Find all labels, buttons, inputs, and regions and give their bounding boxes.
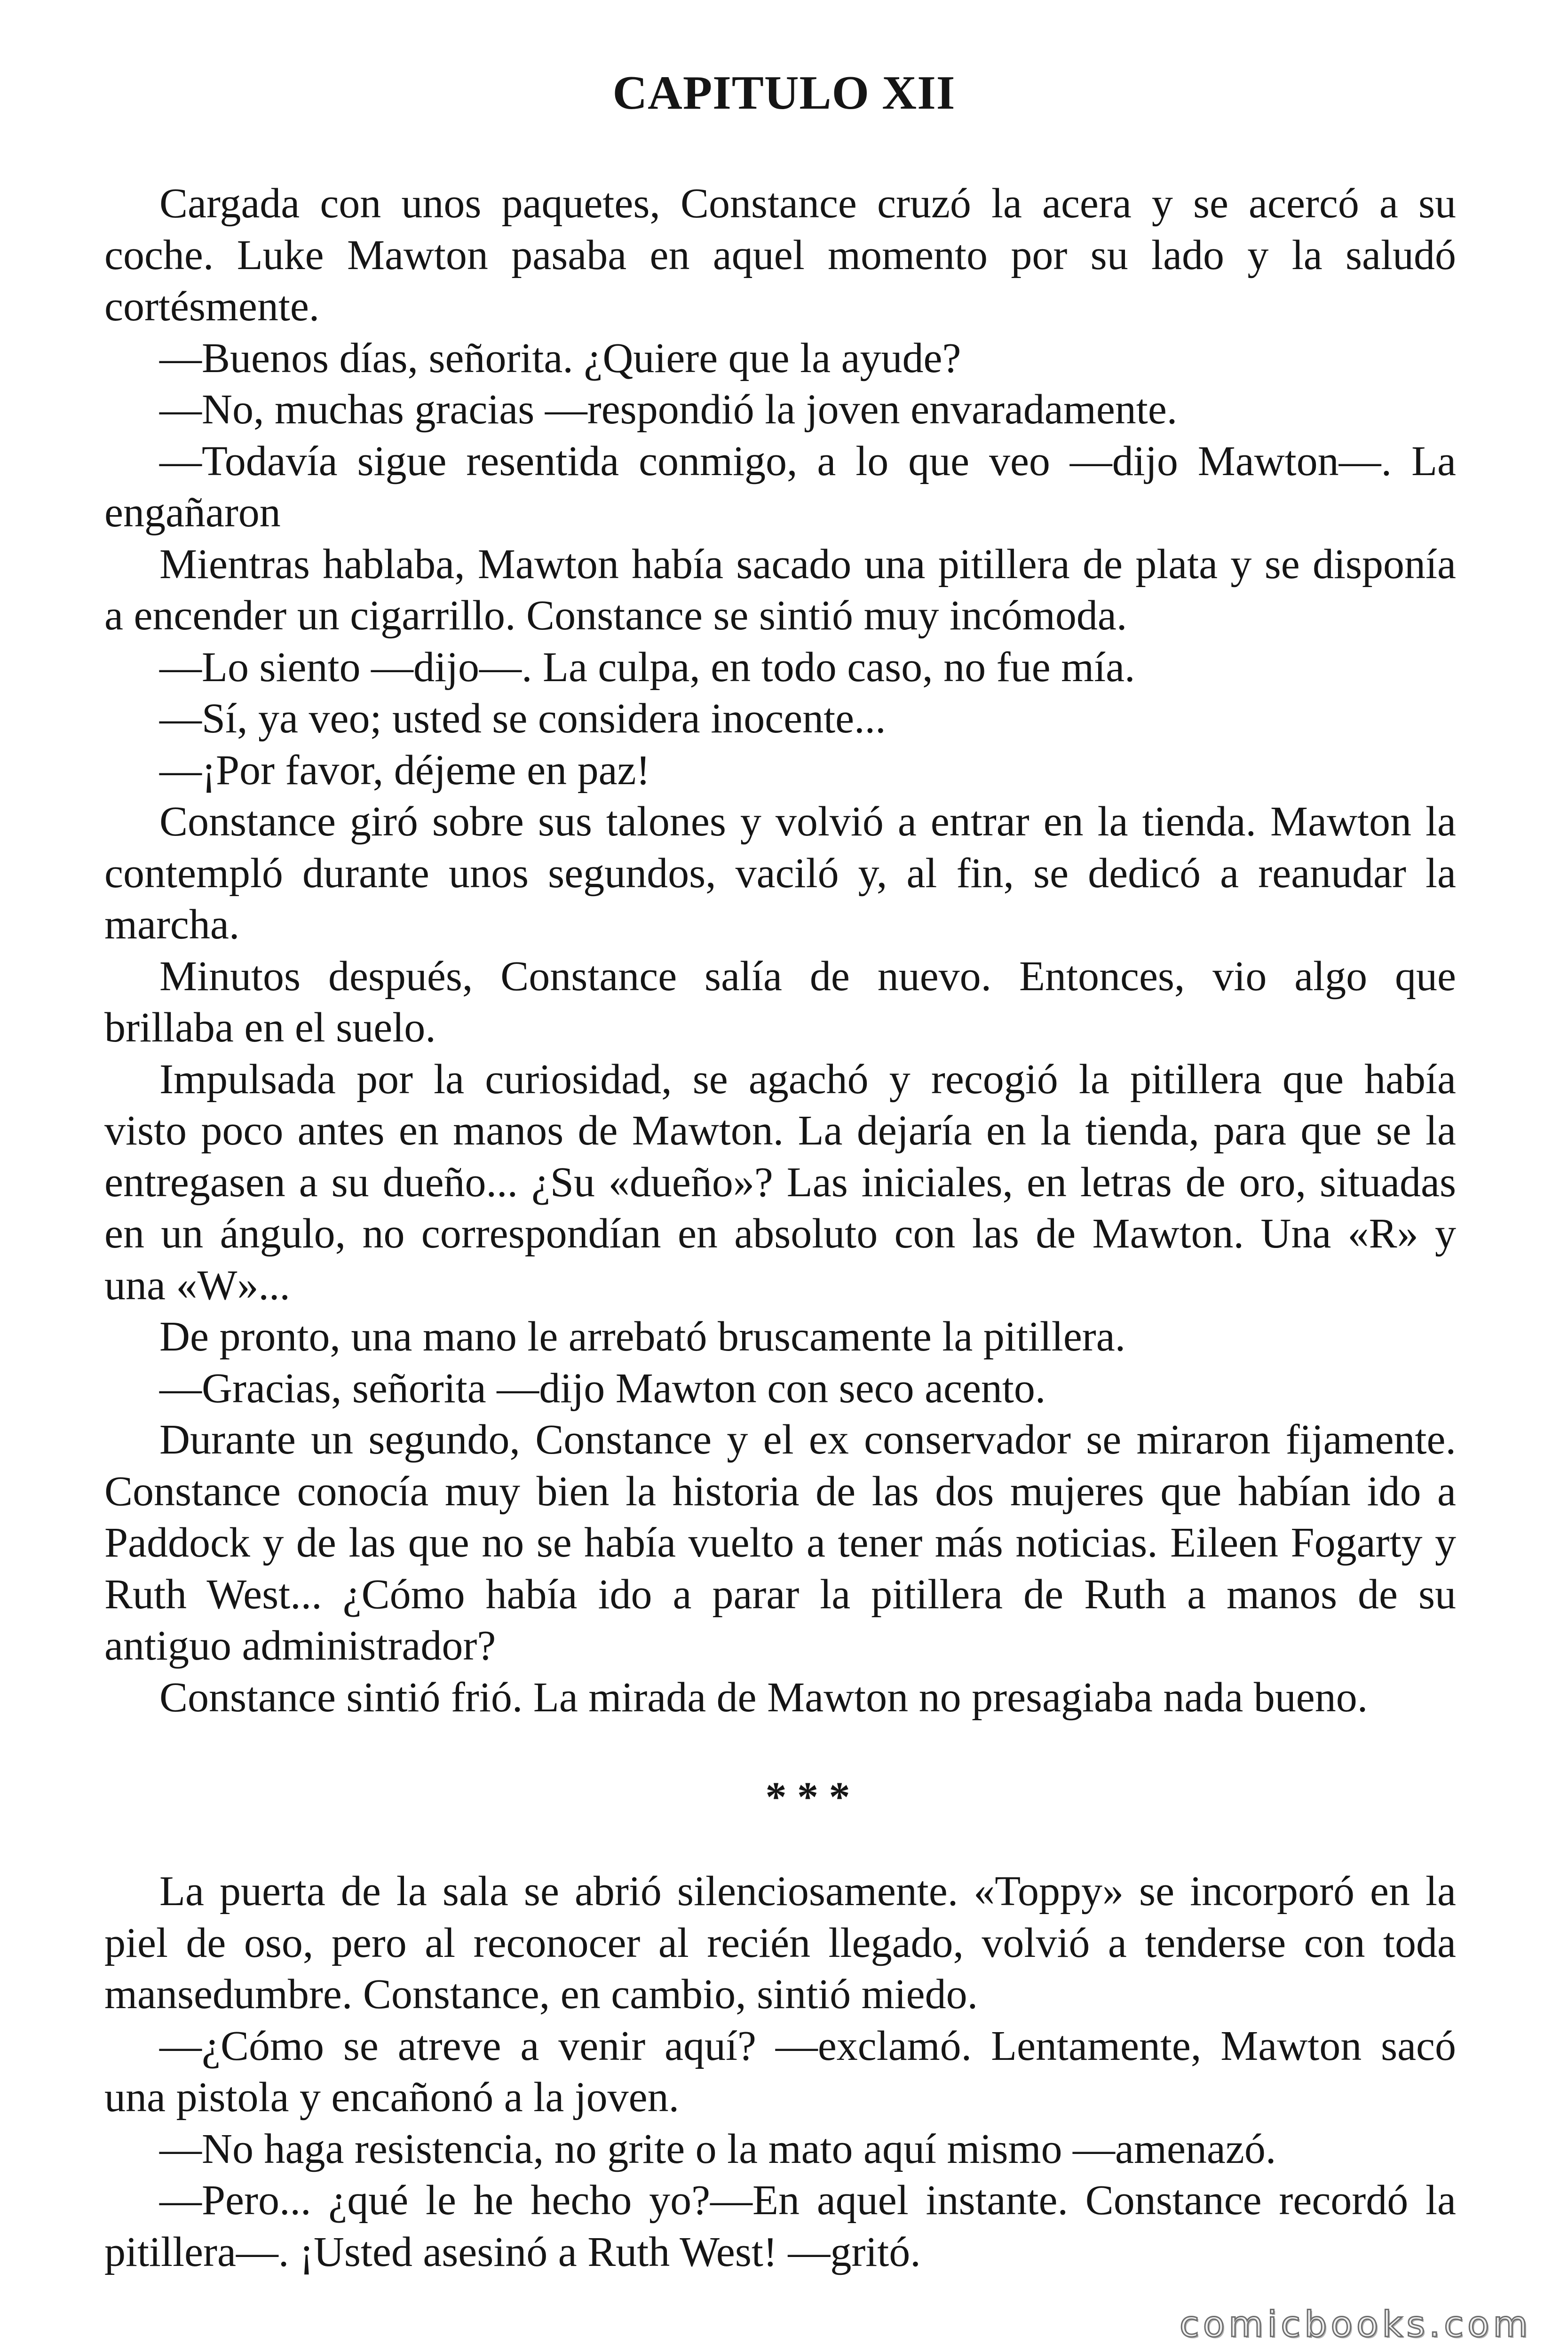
text-line: en un ángulo, no correspondían en absoluto con las de Mawton. Una «R» y bbox=[104, 1210, 1456, 1257]
text-line: —Lo siento —dijo—. La culpa, en todo caso, no fue mía. bbox=[159, 644, 1135, 691]
text-line: piel de oso, pero al reconocer al recién llegado, volvió a tenderse con toda bbox=[104, 1919, 1456, 1966]
paragraph bbox=[104, 1311, 1456, 1363]
text-line: Constance conocía muy bien la historia de las dos mujeres que habían ido a bbox=[104, 1468, 1456, 1515]
watermark: comicbooks.com bbox=[1180, 2303, 1532, 2345]
paragraph bbox=[104, 745, 1456, 796]
paragraph bbox=[104, 2175, 1456, 2278]
paragraph bbox=[104, 1414, 1456, 1672]
text-line: a encender un cigarrillo. Constance se sintió muy incómoda. bbox=[104, 592, 1127, 639]
text-line: pitillera—. ¡Usted asesinó a Ruth West! —gritó. bbox=[104, 2228, 921, 2275]
paragraph bbox=[104, 2123, 1456, 2175]
chapter-title: CAPITULO XII bbox=[612, 66, 956, 119]
paragraph bbox=[104, 1866, 1456, 2020]
text-line: —No, muchas gracias —respondió la joven envaradamente. bbox=[159, 386, 1178, 433]
text-line: Mientras hablaba, Mawton había sacado una pitillera de plata y se disponía bbox=[159, 540, 1456, 588]
text-line: Paddock y de las que no se había vuelto a tener más noticias. Eileen Fogarty y bbox=[104, 1519, 1456, 1566]
text-line: visto poco antes en manos de Mawton. La dejaría en la tienda, para que se la bbox=[104, 1107, 1456, 1154]
text-line: La puerta de la sala se abrió silenciosamente. «Toppy» se incorporó en la bbox=[159, 1868, 1456, 1915]
paragraph bbox=[104, 436, 1456, 539]
text-line: coche. Luke Mawton pasaba en aquel momento por su lado y la saludó bbox=[104, 231, 1456, 278]
text-line: antiguo administrador? bbox=[104, 1622, 496, 1669]
text-line: Constance sintió frió. La mirada de Mawton no presagiaba nada bueno. bbox=[159, 1674, 1368, 1721]
text-line: —Sí, ya veo; usted se considera inocente... bbox=[159, 695, 886, 742]
text-line: Ruth West... ¿Cómo había ido a parar la pitillera de Ruth a manos de su bbox=[104, 1571, 1456, 1618]
paragraph bbox=[104, 1054, 1456, 1311]
text-line: una pistola y encañonó a la joven. bbox=[104, 2074, 680, 2121]
text-line: —Pero... ¿qué le he hecho yo?—En aquel instante. Constance recordó la bbox=[159, 2177, 1456, 2224]
text-line: —No haga resistencia, no grite o la mato aquí mismo —amenazó. bbox=[159, 2125, 1276, 2172]
paragraph bbox=[104, 642, 1456, 693]
paragraph bbox=[104, 178, 1456, 333]
paragraph bbox=[104, 796, 1456, 951]
text-line: —Todavía sigue resentida conmigo, a lo que veo —dijo Mawton—. La bbox=[159, 437, 1456, 485]
text-line: mansedumbre. Constance, en cambio, sintió miedo. bbox=[104, 1971, 978, 2018]
paragraph bbox=[104, 951, 1456, 1054]
text-line: Cargada con unos paquetes, Constance cruzó la acera y se acercó a su bbox=[159, 180, 1456, 227]
text-line: —Gracias, señorita —dijo Mawton con seco acento. bbox=[159, 1365, 1046, 1412]
text-line: Minutos después, Constance salía de nuevo. Entonces, vio algo que bbox=[159, 953, 1456, 1000]
text-line: una «W»... bbox=[104, 1262, 290, 1309]
text-line: brillaba en el suelo. bbox=[104, 1004, 436, 1051]
text-line: marcha. bbox=[104, 901, 240, 948]
text-line: —Buenos días, señorita. ¿Quiere que la ayude? bbox=[159, 334, 961, 381]
text-line: —¿Cómo se atreve a venir aquí? —exclamó. Lentamente, Mawton sacó bbox=[159, 2022, 1456, 2069]
text-line: contempló durante unos segundos, vaciló y, al fin, se dedicó a reanudar la bbox=[104, 850, 1456, 897]
text-section bbox=[104, 1866, 1456, 2278]
paragraph bbox=[104, 2020, 1456, 2123]
paragraph bbox=[104, 1363, 1456, 1414]
paragraph bbox=[104, 384, 1456, 436]
text-line: entregasen a su dueño... ¿Su «dueño»? Las iniciales, en letras de oro, situadas bbox=[104, 1159, 1456, 1206]
paragraph bbox=[104, 1672, 1456, 1724]
text-line: Impulsada por la curiosidad, se agachó y recogió la pitillera que había bbox=[159, 1056, 1456, 1103]
text-line: Durante un segundo, Constance y el ex conservador se miraron fijamente. bbox=[159, 1416, 1456, 1463]
text-line: —¡Por favor, déjeme en paz! bbox=[159, 747, 650, 794]
text-line: cortésmente. bbox=[104, 283, 320, 330]
paragraph bbox=[104, 693, 1456, 745]
paragraph bbox=[104, 333, 1456, 384]
paragraph bbox=[104, 539, 1456, 642]
section-break: * * * bbox=[765, 1774, 850, 1820]
text-line: engañaron bbox=[104, 489, 281, 536]
text-line: De pronto, una mano le arrebató bruscamente la pitillera. bbox=[159, 1313, 1126, 1360]
text-line: Constance giró sobre sus talones y volvió a entrar en la tienda. Mawton la bbox=[159, 798, 1456, 845]
text-section bbox=[104, 178, 1456, 1723]
